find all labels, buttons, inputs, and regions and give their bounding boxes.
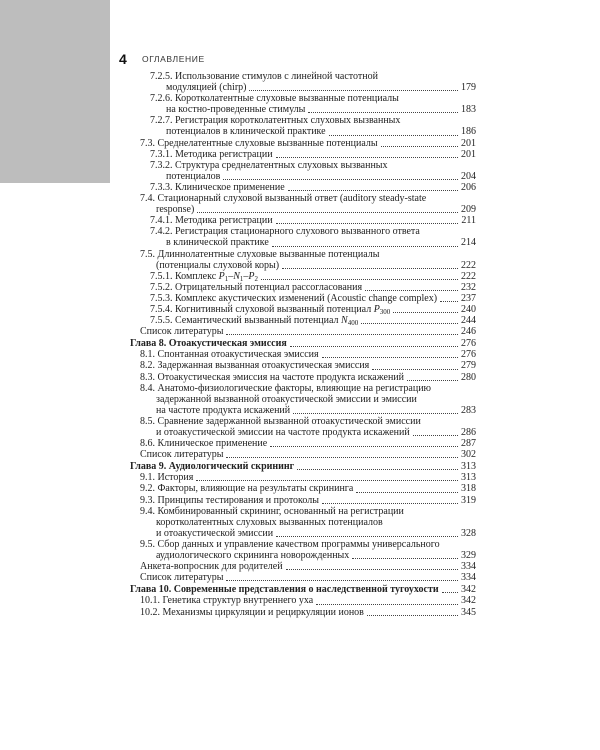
dot-leader [356,492,458,493]
toc-entry-text: Глава 8. Отоакустическая эмиссия [130,338,287,350]
dot-leader [249,90,458,91]
toc-page-number: 319 [461,494,476,506]
toc-entry[interactable] [130,607,476,618]
toc-page-number: 283 [461,404,476,416]
toc-entry-text: 8.2. Задержанная вызванная отоакустическая эмиссия [140,360,370,372]
toc-entry-text: модуляцией (chirp) [166,82,247,94]
toc-page-number: 240 [461,303,476,315]
toc-entry-text: 9.5. Сбор данных и управление качеством программы универсального [140,538,440,550]
dot-leader [361,323,458,324]
toc-entry[interactable] [130,160,476,182]
toc-entry-text: 7.3. Среднелатентные слуховые вызванные потенциалы [140,137,378,149]
toc-entry-text: 8.6. Клиническое применение [140,438,268,450]
toc-entry-text: Список литературы [140,449,224,461]
toc-page-number: 232 [461,281,476,293]
dot-leader [286,569,458,570]
dot-leader [442,592,458,593]
dot-leader [440,301,458,302]
toc-entry[interactable] [130,483,476,494]
toc-entry[interactable] [130,226,476,248]
toc-entry-text: 7.5.4. Когнитивный слуховой вызванный потенциал $P_{300}$ [150,303,391,316]
toc-entry-text: Глава 9. Аудиологический скрининг [130,461,295,473]
dot-leader [276,223,458,224]
running-head: ОГЛАВЛЕНИЕ [142,54,205,64]
dot-leader [372,369,458,370]
toc-entry[interactable] [130,495,476,506]
toc-entry[interactable] [130,193,476,215]
dot-leader [297,469,458,470]
toc-entry[interactable] [130,383,476,416]
dot-leader [308,112,458,113]
toc-page-number: 313 [461,461,476,473]
toc-entry[interactable] [130,595,476,606]
toc-page-number: 345 [461,606,476,618]
toc-page-number: 183 [461,104,476,116]
toc-page-number: 179 [461,82,476,94]
toc-page-number: 201 [461,148,476,160]
toc-entry-text: 7.5. Длиннолатентные слуховые вызванные потенциалы [140,248,380,260]
toc-entry-text: 10.1. Генетика структур внутреннего уха [140,595,314,607]
toc-entry[interactable] [130,71,476,93]
dot-leader [407,380,458,381]
toc-chapter-entry[interactable] [130,584,476,595]
toc-entry-text: 9.4. Комбинированный скрининг, основанный на регистрации [140,505,404,517]
dot-leader [322,503,458,504]
dot-leader [322,357,458,358]
toc-page-number: 280 [461,371,476,383]
toc-entry-text: 7.4.2. Регистрация стационарного слухового вызванного ответа [150,226,420,238]
dot-leader [196,480,458,481]
dot-leader [226,334,458,335]
dot-leader [316,604,458,605]
toc-page-number: 186 [461,126,476,138]
dot-leader [290,346,458,347]
toc-chapter-entry[interactable] [130,461,476,472]
toc-entry[interactable] [130,438,476,449]
toc-entry-text: response) [156,204,195,216]
toc-entry-text: 10.2. Механизмы циркуляции и рециркуляции ионов [140,606,364,618]
dot-leader [367,615,458,616]
toc-entry[interactable] [130,149,476,160]
toc-page-number: 211 [461,215,476,227]
toc-page-number: 276 [461,338,476,350]
toc-entry[interactable] [130,506,476,539]
toc-entry-text: 8.1. Спонтанная отоакустическая эмиссия [140,349,319,361]
toc-entry-text: 8.5. Сравнение задержанной вызванной отоакустической эмиссии [140,415,421,427]
toc-entry[interactable] [130,293,476,304]
toc-entry[interactable] [130,271,476,282]
toc-entry-text: задержанной вызванной отоакустической эмиссии и эмиссии [156,393,417,405]
toc-entry[interactable] [130,304,476,315]
toc-entry-text: 8.3. Отоакустическая эмиссия на частоте продукта искажений [140,371,405,383]
toc-page-number: 286 [461,427,476,438]
dot-leader [223,179,458,180]
toc-entry-text: 8.4. Анатомо-физиологические факторы, влияющие на регистрацию [140,382,432,394]
dot-leader [226,580,458,581]
toc-entry-text: Список литературы [140,572,224,584]
toc-entry-text: Глава 10. Современные представления о наследственной тугоухости [130,584,439,596]
toc-page-number: 222 [461,259,476,271]
toc-page-number: 209 [461,204,476,216]
toc-entry-text: в клинической практике [166,237,269,249]
toc-page-number: 302 [461,449,476,461]
toc-page-number: 201 [461,137,476,149]
toc-entry[interactable] [130,93,476,115]
dot-leader [261,279,458,280]
toc-page-number: 334 [461,572,476,584]
toc-entry-text: 7.5.3. Комплекс акустических изменений (Acoustic change complex) [150,292,438,304]
toc-entry[interactable] [130,360,476,371]
toc-entry-text: коротколатентных слуховых вызванных потенциалов [156,516,383,528]
toc-entry-text: 7.5.5. Семантический вызванный потенциал $N_{400}$ [150,315,359,328]
toc-entry[interactable] [130,315,476,326]
toc-entry-text: 7.5.2. Отрицательный потенциал рассогласования [150,281,363,293]
toc-entry[interactable] [130,115,476,137]
toc-chapter-entry[interactable] [130,338,476,349]
toc-page-number: 342 [461,595,476,607]
dot-leader [282,268,458,269]
toc-entry-text: Список литературы [140,326,224,338]
toc-page-number: 313 [461,472,476,484]
dot-leader [365,290,458,291]
toc-page-number: 204 [461,170,476,182]
toc-page-number: 329 [461,550,476,562]
toc-entry-text: и отоакустической эмиссии [156,527,274,539]
toc-entry-text: Анкета-вопросник для родителей [140,561,283,573]
toc-entry-text: 9.3. Принципы тестирования и протоколы [140,494,319,506]
dot-leader [276,157,458,158]
dot-leader [226,457,458,458]
toc-entry-text: потенциалов в клинической практике [166,126,326,138]
toc-entry-text: 7.3.3. Клиническое применение [150,181,285,193]
toc-entry-text: 7.4. Стационарный слуховой вызванный ответ (auditory steady-state [140,193,427,205]
toc-entry[interactable] [130,539,476,561]
toc-entry[interactable] [130,449,476,460]
toc-entry[interactable] [130,249,476,271]
toc-entry[interactable] [130,372,476,383]
toc-entry-text: на костно-проведенные стимулы [166,104,306,116]
toc-entry[interactable] [130,215,476,226]
dot-leader [381,146,458,147]
toc-entry-text: 7.3.2. Структура среднелатентных слуховых вызванных [150,159,388,171]
dot-leader [197,212,458,213]
dot-leader [329,135,458,136]
dot-leader [270,446,458,447]
toc-page-number: 287 [461,438,476,450]
toc-page-number: 328 [461,527,476,539]
toc-page-number: 334 [461,561,476,573]
toc-page-number: 222 [461,270,476,282]
toc-entry-text: (потенциалы слуховой коры) [156,259,280,271]
toc-entry-text: 7.2.6. Коротколатентные слуховые вызванные потенциалы [150,93,399,105]
toc-entry[interactable] [130,349,476,360]
decorative-gray-block [0,0,110,183]
dot-leader [393,312,458,313]
toc-entry[interactable] [130,182,476,193]
toc-entry[interactable] [130,138,476,149]
toc-entry-text: 7.2.7. Регистрация коротколатентных слуховых вызванных [150,115,401,127]
dot-leader [276,536,458,537]
toc-page-number: 279 [461,360,476,372]
toc-entry[interactable] [130,572,476,583]
page-header [119,51,479,71]
table-of-contents [130,71,476,618]
toc-entry[interactable] [130,326,476,337]
toc-entry[interactable] [130,416,476,438]
toc-page-number: 206 [461,181,476,193]
toc-page-number: 276 [461,349,476,361]
toc-entry-text: аудиологического скрининга новорожденных [156,550,350,562]
dot-leader [413,435,458,436]
toc-entry[interactable] [130,282,476,293]
toc-page-number: 244 [461,315,476,327]
toc-page-number: 342 [461,584,476,596]
toc-page-number: 246 [461,326,476,338]
toc-entry-text: и отоакустической эмиссии на частоте продукта искажений [156,427,410,438]
dot-leader [272,246,458,247]
dot-leader [293,413,458,414]
dot-leader [288,190,458,191]
toc-entry[interactable] [130,472,476,483]
toc-page-number: 237 [461,292,476,304]
toc-entry-text: 9.2. Факторы, влияющие на результаты скрининга [140,483,354,495]
toc-entry-text: на частоте продукта искажений [156,404,291,416]
toc-page-number: 214 [461,237,476,249]
toc-page-number: 318 [461,483,476,495]
toc-entry-text: 7.5.1. Комплекс $P_1-N_1-P_2$ [150,270,259,283]
toc-entry[interactable] [130,561,476,572]
dot-leader [352,558,458,559]
toc-entry-text: 9.1. История [140,472,194,484]
page-number: 4 [119,51,127,67]
toc-entry-text: потенциалов [166,170,221,182]
toc-entry-text: 7.4.1. Методика регистрации [150,215,273,227]
toc-entry-text: 7.3.1. Методика регистрации [150,148,273,160]
toc-entry-text: 7.2.5. Использование стимулов с линейной частотной [150,71,378,82]
